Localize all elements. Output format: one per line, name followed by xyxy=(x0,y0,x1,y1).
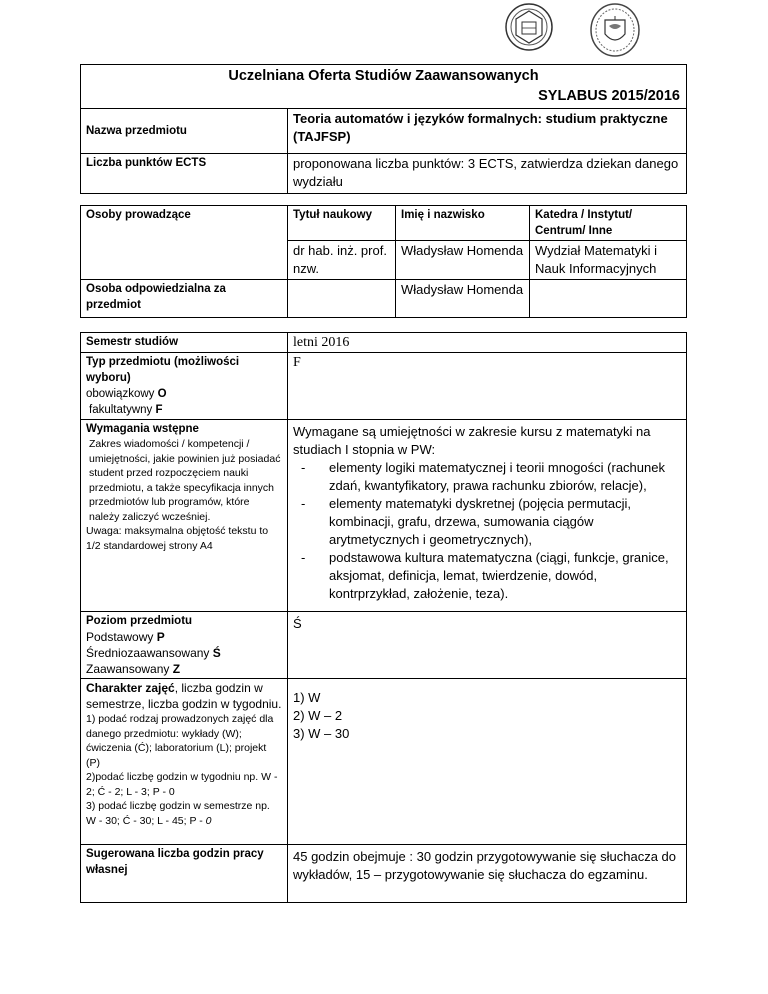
staff-table xyxy=(80,205,687,318)
level-option-basic: Podstawowy P xyxy=(86,630,165,644)
type-option-mandatory: obowiązkowy O xyxy=(86,388,167,400)
class-type-value xyxy=(288,679,687,845)
class-type-label: Charakter zajęć, liczba godzin w semestrze, liczba godzin w tygodniu. xyxy=(86,681,282,711)
requirements-cell xyxy=(81,420,288,612)
col-dept-header: Katedra / Instytut/ Centrum/ Inne xyxy=(530,206,687,241)
staff-title: dr hab. inż. prof. nzw. xyxy=(288,241,396,280)
course-details-table xyxy=(80,332,687,903)
responsible-name: Władysław Homenda xyxy=(396,280,530,318)
semester-value: letni 2016 xyxy=(288,333,687,353)
requirements-intro: Wymagane są umiejętności w zakresie kursu z matematyki na studiach I stopnia w PW: xyxy=(293,424,651,457)
requirements-label: Wymagania wstępne xyxy=(86,423,199,435)
course-name-value: Teoria automatów i języków formalnych: studium praktyczne (TAJFSP) xyxy=(288,109,687,154)
list-item: - podstawowa kultura matematyczna (ciągi, funkcje, granice, aksjomat, definicja, lemat, twierdzenie, dowód, kontrprzykład, założenie, teza). xyxy=(293,549,681,603)
class-type-hint-2: 2)podać liczbę godzin w tygodniu np. W - 2; Ć - 2; L - 3; P - 0 xyxy=(86,771,278,798)
level-cell xyxy=(81,612,288,679)
class-type-line-1: 1) W xyxy=(293,690,321,705)
staff-label-continuation xyxy=(81,241,288,280)
class-type-line-3: 3) W – 30 xyxy=(293,726,350,741)
responsible-label: Osoba odpowiedzialna za przedmiot xyxy=(81,280,288,318)
page-title: Uczelniana Oferta Studiów Zaawansowanych xyxy=(228,68,539,84)
header-cell xyxy=(81,65,687,109)
col-name-header: Imię i nazwisko xyxy=(396,206,530,241)
list-item: - elementy logiki matematycznej i teorii mnogości (rachunek zdań, kwantyfikatory, prawa rachunku zbiorów, relacje), xyxy=(293,459,681,495)
ects-label: Liczba punktów ECTS xyxy=(81,154,288,194)
self-study-label: Sugerowana liczba godzin pracy własnej xyxy=(81,845,288,903)
ects-value: proponowana liczba punktów: 3 ECTS, zatwierdza dziekan danego wydziału xyxy=(288,154,687,194)
responsible-title xyxy=(288,280,396,318)
staff-dept: Wydział Matematyki i Nauk Informacyjnych xyxy=(530,241,687,280)
col-title-header: Tytuł naukowy xyxy=(288,206,396,241)
syllabus-year: SYLABUS 2015/2016 xyxy=(538,88,680,104)
level-value: Ś xyxy=(288,612,687,679)
requirements-hint-note: Uwaga: maksymalna objętość tekstu to 1/2 standardowej strony A4 xyxy=(86,525,269,552)
type-label: Typ przedmiotu (możliwości wyboru) xyxy=(86,356,240,384)
class-type-hint-1: 1) podać rodzaj prowadzonych zajęć dla danego przedmiotu: wykłady (W); ćwiczenia (Ć); laboratorium (L); projekt (P) xyxy=(86,713,274,769)
list-item: - elementy matematyki dyskretnej (pojęcia permutacji, kombinacji, grafu, drzewa, sumowania ciągów arytmetycznych i geometrycznych), xyxy=(293,495,681,549)
coat-of-arms-logo xyxy=(589,2,641,58)
requirements-value xyxy=(288,420,687,612)
syllabus-header-table xyxy=(80,64,687,194)
responsible-dept xyxy=(530,280,687,318)
staff-label: Osoby prowadzące xyxy=(81,206,288,241)
university-seal-logo xyxy=(504,2,554,52)
level-option-advanced: Zaawansowany Z xyxy=(86,662,181,676)
level-label: Poziom przedmiotu xyxy=(86,615,193,627)
self-study-value: 45 godzin obejmuje : 30 godzin przygotowywanie się słuchacza do wykładów, 15 – przygotowywanie się słuchacza do egzaminu. xyxy=(288,845,687,903)
class-type-hint-3: 3) podać liczbę godzin w semestrze np. W - 30; Ć - 30; L - 45; P - 0 xyxy=(86,800,270,827)
staff-name: Władysław Homenda xyxy=(396,241,530,280)
course-name-label: Nazwa przedmiotu xyxy=(81,109,288,154)
semester-label: Semestr studiów xyxy=(81,333,288,353)
class-type-cell xyxy=(81,679,288,845)
requirements-hint: Zakres wiadomości / kompetencji / umiejętności, jakie powinien już posiadać student przed rozpoczęciem nauki przedmiotu, a także specyfikacja innych przedmiotów lub programów, które należy zaliczyć wcześniej. xyxy=(89,438,281,523)
type-cell xyxy=(81,353,288,420)
level-option-intermediate: Średniozaawansowany Ś xyxy=(86,646,221,660)
class-type-line-2: 2) W – 2 xyxy=(293,708,343,723)
requirements-list xyxy=(293,459,681,603)
type-value: F xyxy=(288,353,687,420)
type-option-optional: fakultatywny F xyxy=(89,404,163,416)
